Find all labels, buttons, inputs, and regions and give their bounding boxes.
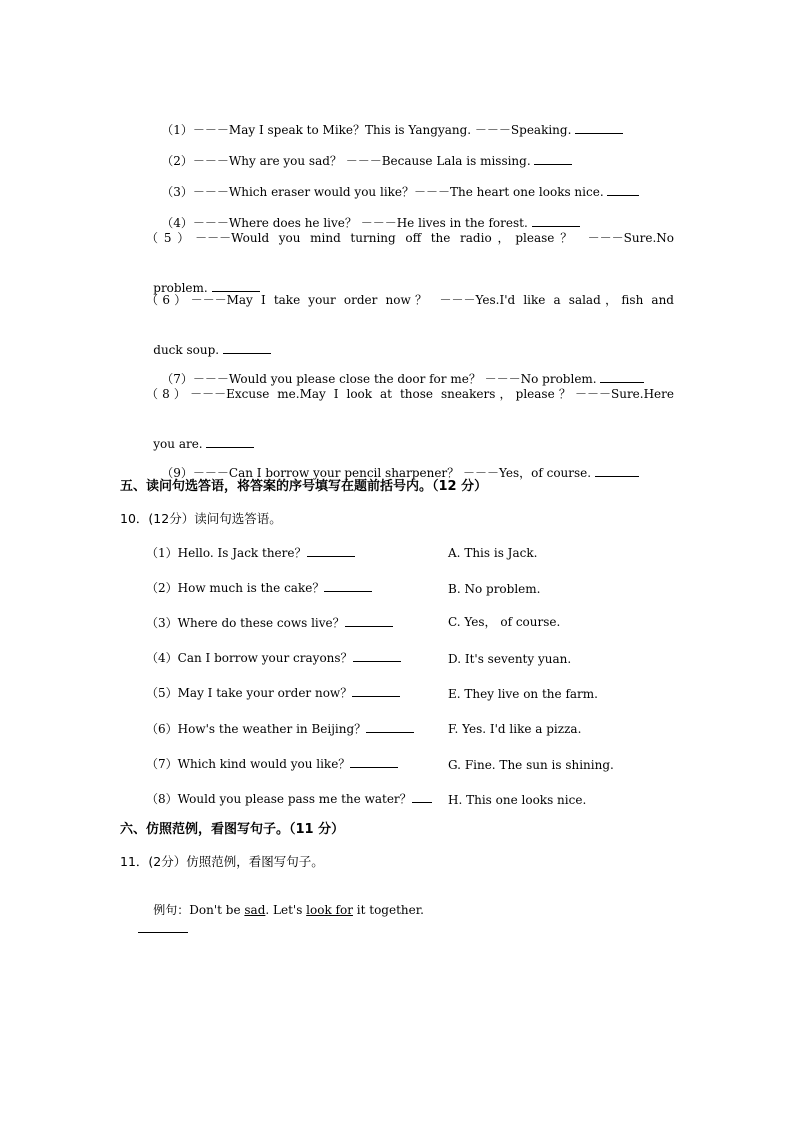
answer-blank[interactable] [532,214,580,227]
match-question: （5）May I take your order now？ [146,684,400,701]
dialogue-4: （4）－－－Where does he live？ －－－He lives in the forest. [146,198,580,247]
answer-blank[interactable] [352,684,400,697]
dialogue-5-cont: problem. [138,263,260,312]
answer-blank[interactable] [212,279,260,292]
dialogue-8-cont: you are. [138,419,254,468]
dialogue-3: （3）－－－Which eraser would you like？－－－The heart one looks nice. [146,167,639,216]
answer-blank[interactable] [350,755,398,768]
match-question: （2）How much is the cake？ [146,579,372,596]
answer-blank[interactable] [206,435,254,448]
match-question: （7）Which kind would you like？ [146,755,398,772]
answer-blank[interactable] [600,370,644,383]
question11-label: 11．(2分）仿照范例，看图写句子。 [120,854,324,869]
dialogue-5: （5）－－－Would you mind turning off the radio，please？ －－－Sure.No [146,231,675,245]
answer-option: A. This is Jack. [448,546,538,560]
dialogue-9: （9）－－－Can I borrow your pencil sharpener？ －－－Yes，of course. [146,448,639,497]
answer-option: G. Fine. The sun is shining. [448,758,614,772]
match-question: （4）Can I borrow your crayons？ [146,649,401,666]
match-question: （3）Where do these cows live？ [146,614,393,631]
answer-blank[interactable] [223,341,271,354]
dialogue-7: （7）－－－Would you please close the door for me？ －－－No problem. [146,354,644,403]
answer-option: D. It's seventy yuan. [448,652,572,666]
answer-option: C. Yes， of course. [448,615,561,629]
answer-blank[interactable] [412,790,432,803]
answer-blank[interactable] [353,649,401,662]
answer-option: B. No problem. [448,582,541,596]
section6-heading: 六、仿照范例，看图写句子。（11 分） [120,822,345,837]
dialogue-8: （8）－－－Excuse me.May I look at those sneakers，please？－－－Sure.Here [146,387,674,401]
answer-blank[interactable] [324,579,372,592]
question10-label: 10．(12分）读问句选答语。 [120,511,282,526]
answer-blank[interactable] [607,183,639,196]
match-question: （8）Would you please pass me the water？ [146,790,432,807]
answer-option: F. Yes. I'd like a pizza. [448,722,582,736]
match-question: （6）How's the weather in Beijing？ [146,720,414,737]
answer-option: H. This one looks nice. [448,793,587,807]
dialogue-2: （2）－－－Why are you sad？ －－－Because Lala is missing. [146,136,572,185]
answer-blank[interactable] [575,121,623,134]
dialogue-1: （1）－－－May I speak to Mike？This is Yangyang. －－－Speaking. [146,105,623,154]
answer-blank[interactable] [595,464,639,477]
match-question: （1）Hello. Is Jack there？ [146,544,355,561]
answer-blank[interactable] [534,152,572,165]
answer-option: E. They live on the farm. [448,687,598,701]
example-sentence: 例句：Don't be sad. Let's look for it together. [153,903,424,917]
dialogue-6-cont: duck soup. [138,325,271,374]
dialogue-6: （6）－－－May I take your order now？ －－－Yes.I'd like a salad，fish and [146,293,674,307]
answer-blank[interactable] [366,720,414,733]
section5-heading: 五、读问句选答语，将答案的序号填写在题前括号内。（12 分） [120,479,488,494]
writing-blank[interactable] [138,932,188,933]
answer-blank[interactable] [345,614,393,627]
answer-blank[interactable] [307,544,355,557]
